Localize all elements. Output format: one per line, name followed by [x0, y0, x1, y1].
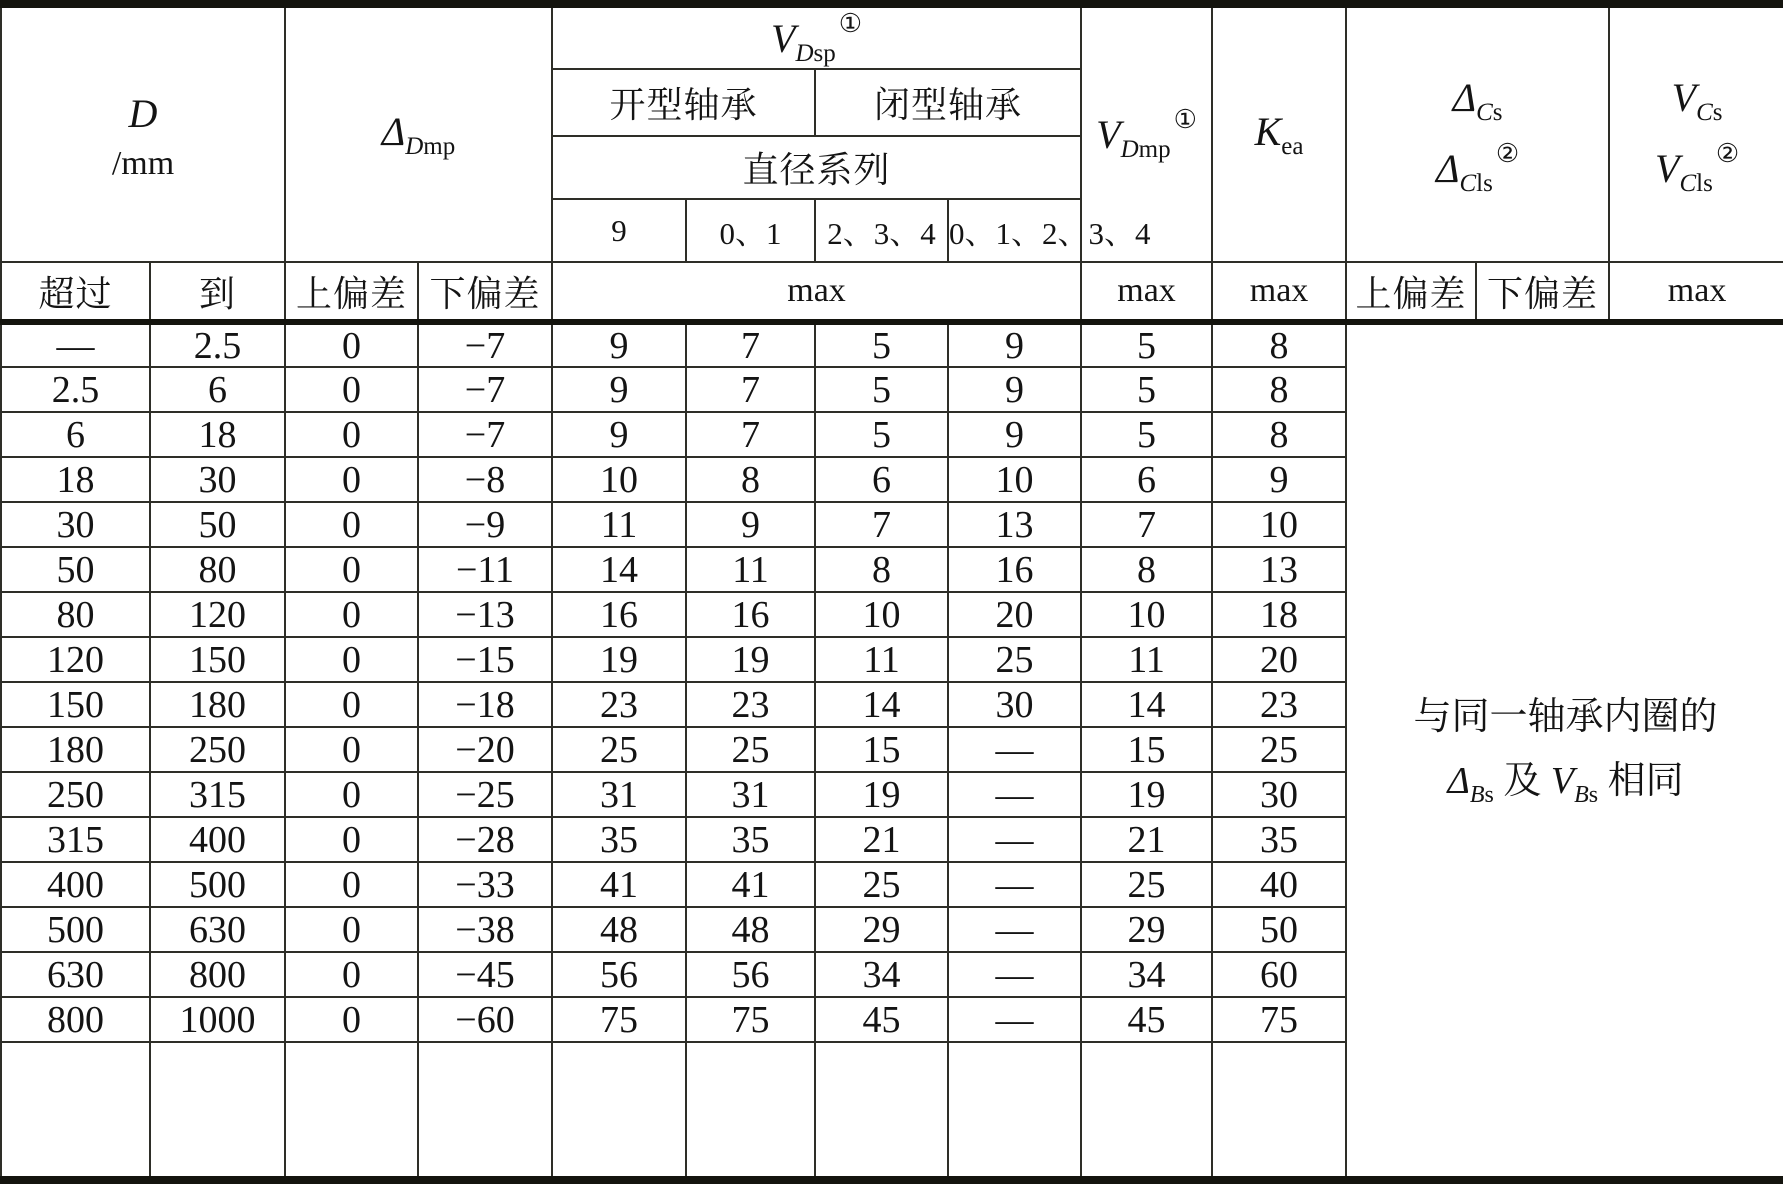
- table-cell: 50: [1212, 907, 1346, 952]
- note-line1: 与同一轴承内圈的: [1413, 695, 1718, 738]
- empty-cell: [285, 1042, 418, 1180]
- table-cell: 15: [1081, 727, 1212, 772]
- table-cell: −15: [418, 637, 552, 682]
- table-cell: 400: [1, 862, 150, 907]
- table-cell: 35: [552, 817, 686, 862]
- table-cell: 9: [552, 322, 686, 367]
- table-cell: 0: [285, 862, 418, 907]
- table-cell: 8: [1212, 412, 1346, 457]
- table-cell: 16: [686, 592, 815, 637]
- table-cell: 6: [1081, 457, 1212, 502]
- note-line2: [1347, 749, 1783, 816]
- table-cell: −18: [418, 682, 552, 727]
- table-cell: −20: [418, 727, 552, 772]
- table-cell: 18: [1212, 592, 1346, 637]
- table-cell: 23: [1212, 682, 1346, 727]
- empty-cell: [686, 1042, 815, 1180]
- table-cell: 10: [948, 457, 1081, 502]
- table-cell: 29: [815, 907, 948, 952]
- table-cell: 14: [552, 547, 686, 592]
- empty-cell: [1212, 1042, 1346, 1180]
- table-cell: 19: [815, 772, 948, 817]
- table-cell: 5: [1081, 322, 1212, 367]
- table-cell: 7: [686, 322, 815, 367]
- table-cell: −7: [418, 322, 552, 367]
- table-cell: 19: [1081, 772, 1212, 817]
- delta-bs-symbol: $\Delta_{Bs}$: [1447, 760, 1494, 809]
- series-col-0-1-2-3-4: 0、1、2、3、4: [948, 199, 1081, 262]
- empty-cell: [552, 1042, 686, 1180]
- table-cell: 21: [1081, 817, 1212, 862]
- subheader-upper-dev: 上偏差: [285, 262, 418, 322]
- table-cell: 9: [948, 322, 1081, 367]
- note-merged-cell: [1346, 322, 1783, 1180]
- table-cell: 2.5: [1, 367, 150, 412]
- table-cell: 19: [552, 637, 686, 682]
- table-cell: 30: [150, 457, 285, 502]
- table-cell: 30: [1212, 772, 1346, 817]
- table-cell: 31: [552, 772, 686, 817]
- table-cell: 120: [150, 592, 285, 637]
- table-cell: 20: [1212, 637, 1346, 682]
- table-cell: 23: [552, 682, 686, 727]
- table-cell: 0: [285, 997, 418, 1042]
- table-cell: 180: [150, 682, 285, 727]
- subheader-cs-upper-dev: 上偏差: [1346, 262, 1476, 322]
- subheader-cs-lower-dev: 下偏差: [1476, 262, 1609, 322]
- table-cell: 0: [285, 907, 418, 952]
- table-cell: 315: [150, 772, 285, 817]
- table-cell: 11: [552, 502, 686, 547]
- table-cell: 315: [1, 817, 150, 862]
- table-cell: 0: [285, 412, 418, 457]
- table-cell: 40: [1212, 862, 1346, 907]
- table-cell: 0: [285, 502, 418, 547]
- table-cell: —: [948, 952, 1081, 997]
- table-cell: 25: [948, 637, 1081, 682]
- table-cell: 30: [948, 682, 1081, 727]
- table-cell: 9: [686, 502, 815, 547]
- table-cell: 34: [815, 952, 948, 997]
- empty-cell: [948, 1042, 1081, 1180]
- table-cell: 41: [552, 862, 686, 907]
- table-cell: −60: [418, 997, 552, 1042]
- series-col-0-1: 0、1: [686, 199, 815, 262]
- table-cell: 7: [686, 412, 815, 457]
- table-cell: —: [948, 997, 1081, 1042]
- header-v-dsp: [552, 4, 1081, 69]
- subheader-to: 到: [150, 262, 285, 322]
- table-cell: 8: [1212, 322, 1346, 367]
- table-cell: 10: [552, 457, 686, 502]
- table-cell: 56: [686, 952, 815, 997]
- table-cell: 29: [1081, 907, 1212, 952]
- header-d-mm: [1, 4, 285, 262]
- table-cell: 5: [815, 322, 948, 367]
- table-cell: 0: [285, 367, 418, 412]
- header-closed-bearing: 闭型轴承: [815, 69, 1081, 136]
- table-cell: 7: [1081, 502, 1212, 547]
- v-cs-symbol: $V_{Cs}$: [1671, 74, 1723, 126]
- table-cell: 5: [1081, 412, 1212, 457]
- table-cell: 19: [686, 637, 815, 682]
- table-cell: 630: [150, 907, 285, 952]
- v-bs-symbol: $V_{Bs}$: [1550, 760, 1599, 809]
- table-cell: 400: [150, 817, 285, 862]
- d-unit: /mm: [111, 145, 175, 183]
- delta-dmp-symbol: $\Delta_{Dmp}$: [381, 109, 456, 160]
- table-cell: 48: [552, 907, 686, 952]
- table-cell: 1000: [150, 997, 285, 1042]
- empty-cell: [815, 1042, 948, 1180]
- table-cell: 2.5: [150, 322, 285, 367]
- table-cell: 5: [1081, 367, 1212, 412]
- table-cell: 23: [686, 682, 815, 727]
- table-cell: 18: [150, 412, 285, 457]
- table-cell: 25: [1081, 862, 1212, 907]
- table-cell: 0: [285, 457, 418, 502]
- table-cell: 60: [1212, 952, 1346, 997]
- table-cell: 9: [948, 367, 1081, 412]
- table-cell: 120: [1, 637, 150, 682]
- table-cell: 800: [150, 952, 285, 997]
- table-cell: 9: [552, 367, 686, 412]
- table-cell: 14: [1081, 682, 1212, 727]
- table-body: [1, 322, 1783, 1180]
- table-cell: 10: [1081, 592, 1212, 637]
- d-symbol: D: [128, 91, 158, 137]
- table-cell: 18: [1, 457, 150, 502]
- table-cell: 16: [552, 592, 686, 637]
- table-cell: −33: [418, 862, 552, 907]
- table-cell: 13: [1212, 547, 1346, 592]
- table-cell: 500: [1, 907, 150, 952]
- delta-cs-symbol: $\Delta_{Cs}$: [1452, 74, 1503, 126]
- table-cell: 0: [285, 817, 418, 862]
- table-cell: −38: [418, 907, 552, 952]
- table-cell: 250: [150, 727, 285, 772]
- subheader-vcs-max: max: [1609, 262, 1783, 322]
- table-cell: 25: [552, 727, 686, 772]
- table-cell: 20: [948, 592, 1081, 637]
- table-cell: 48: [686, 907, 815, 952]
- table-cell: 180: [1, 727, 150, 772]
- table-cell: —: [948, 817, 1081, 862]
- table-cell: 150: [1, 682, 150, 727]
- table-cell: 16: [948, 547, 1081, 592]
- table-cell: 45: [815, 997, 948, 1042]
- table-cell: 25: [1212, 727, 1346, 772]
- table-cell: 6: [1, 412, 150, 457]
- table-cell: 80: [1, 592, 150, 637]
- table-cell: 0: [285, 547, 418, 592]
- table-cell: 500: [150, 862, 285, 907]
- table-cell: 8: [1081, 547, 1212, 592]
- table-cell: 13: [948, 502, 1081, 547]
- table-cell: 10: [1212, 502, 1346, 547]
- table-cell: 56: [552, 952, 686, 997]
- table-cell: —: [948, 862, 1081, 907]
- table-cell: 630: [1, 952, 150, 997]
- subheader-kea-max: max: [1212, 262, 1346, 322]
- table-cell: 0: [285, 727, 418, 772]
- table-cell: 5: [815, 412, 948, 457]
- table-cell: 8: [686, 457, 815, 502]
- header-diameter-series: 直径系列: [552, 136, 1081, 199]
- subheader-vdsp-max: max: [552, 262, 1081, 322]
- table-cell: 25: [815, 862, 948, 907]
- delta-cls-symbol: $\Delta_{Cls}^②$: [1435, 139, 1520, 197]
- table-cell: 5: [815, 367, 948, 412]
- table-cell: 50: [1, 547, 150, 592]
- table-cell: 0: [285, 637, 418, 682]
- header-open-bearing: 开型轴承: [552, 69, 815, 136]
- table-cell: 250: [1, 772, 150, 817]
- table-cell: 150: [150, 637, 285, 682]
- header-v-cs-cls: [1609, 4, 1783, 262]
- table-cell: 9: [552, 412, 686, 457]
- empty-cell: [1081, 1042, 1212, 1180]
- table-cell: 11: [1081, 637, 1212, 682]
- table-cell: 8: [1212, 367, 1346, 412]
- subheader-over: 超过: [1, 262, 150, 322]
- table-cell: 9: [948, 412, 1081, 457]
- table-cell: 6: [150, 367, 285, 412]
- empty-cell: [418, 1042, 552, 1180]
- note-tail: 相同: [1607, 760, 1684, 803]
- table-cell: 75: [552, 997, 686, 1042]
- table-cell: —: [948, 727, 1081, 772]
- table-cell: 34: [1081, 952, 1212, 997]
- table-cell: 11: [686, 547, 815, 592]
- table-cell: 75: [686, 997, 815, 1042]
- table-cell: −7: [418, 367, 552, 412]
- table-cell: 14: [815, 682, 948, 727]
- table-cell: 50: [150, 502, 285, 547]
- table-cell: 75: [1212, 997, 1346, 1042]
- table-cell: 15: [815, 727, 948, 772]
- table-cell: 30: [1, 502, 150, 547]
- table-cell: 7: [815, 502, 948, 547]
- table-cell: −8: [418, 457, 552, 502]
- table-cell: 35: [1212, 817, 1346, 862]
- table-cell: −11: [418, 547, 552, 592]
- table-cell: 6: [815, 457, 948, 502]
- table-cell: −25: [418, 772, 552, 817]
- header-delta-dmp: [285, 4, 552, 262]
- header-k-ea: [1212, 4, 1346, 262]
- table-cell: 8: [815, 547, 948, 592]
- table-cell: 80: [150, 547, 285, 592]
- table-cell: 0: [285, 592, 418, 637]
- table-cell: −9: [418, 502, 552, 547]
- subheader-vdmp-max: max: [1081, 262, 1212, 322]
- table-cell: 11: [815, 637, 948, 682]
- table-cell: —: [1, 322, 150, 367]
- header-delta-cs-cls: [1346, 4, 1609, 262]
- table-cell: −45: [418, 952, 552, 997]
- table-cell: 0: [285, 772, 418, 817]
- table-cell: 9: [1212, 457, 1346, 502]
- k-ea-symbol: $K_{ea}$: [1254, 109, 1304, 160]
- table-cell: 25: [686, 727, 815, 772]
- table-cell: 7: [686, 367, 815, 412]
- table-cell: 35: [686, 817, 815, 862]
- table-cell: −13: [418, 592, 552, 637]
- table-cell: −28: [418, 817, 552, 862]
- table-cell: 31: [686, 772, 815, 817]
- table-cell: −7: [418, 412, 552, 457]
- table-cell: 0: [285, 952, 418, 997]
- empty-cell: [150, 1042, 285, 1180]
- series-col-9: 9: [552, 199, 686, 262]
- table-cell: 21: [815, 817, 948, 862]
- v-dmp-symbol: $V_{Dmp}^①$: [1096, 105, 1197, 163]
- table-cell: 41: [686, 862, 815, 907]
- v-cls-symbol: $V_{Cls}^②$: [1655, 139, 1740, 197]
- table-row: [1, 322, 1783, 367]
- series-col-2-3-4: 2、3、4: [815, 199, 948, 262]
- table-cell: 800: [1, 997, 150, 1042]
- table-cell: 0: [285, 682, 418, 727]
- table-cell: —: [948, 772, 1081, 817]
- v-dsp-symbol: $V_{Dsp}^①$: [771, 8, 863, 67]
- table-cell: 10: [815, 592, 948, 637]
- table-cell: 45: [1081, 997, 1212, 1042]
- subheader-lower-dev: 下偏差: [418, 262, 552, 322]
- table-cell: —: [948, 907, 1081, 952]
- empty-cell: [1, 1042, 150, 1180]
- table-cell: 0: [285, 322, 418, 367]
- note-conjunction: 及: [1503, 760, 1542, 803]
